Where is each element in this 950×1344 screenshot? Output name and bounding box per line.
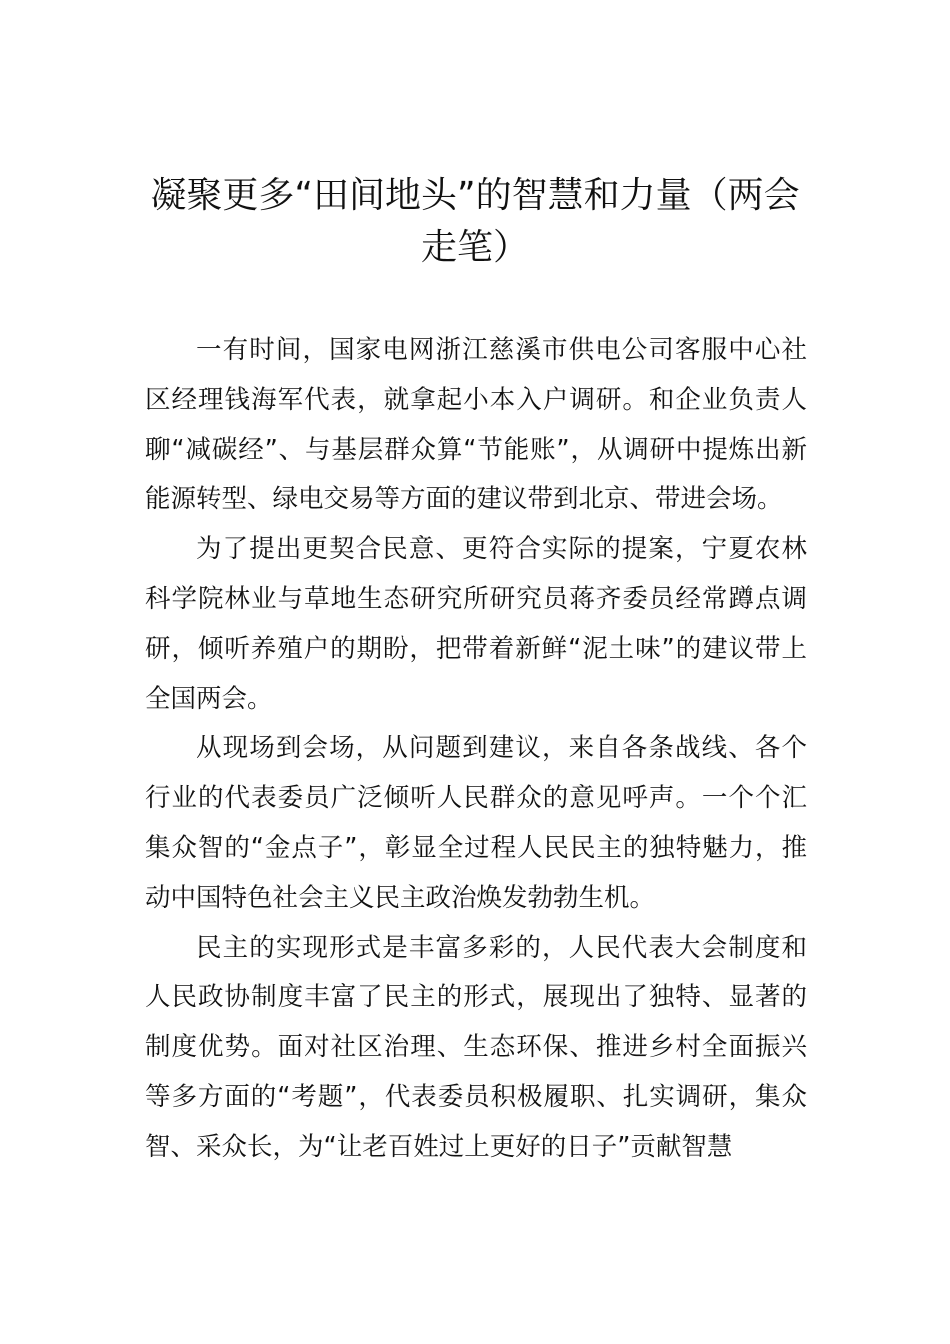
paragraph: 民主的实现形式是丰富多彩的，人民代表大会制度和人民政协制度丰富了民主的形式，展现出了独特、显著的制度优势。面对社区治理、生态环保、推进乡村全面振兴等多方面的“考题”，代表委员积极履职、扎实调研，集众智、采众长，为“让老百姓过上更好的日子”贡献智慧 — [145, 932, 807, 1162]
paragraph: 为了提出更契合民意、更符合实际的提案，宁夏农林科学院林业与草地生态研究所研究员蒋齐委员经常蹲点调研，倾听养殖户的期盼，把带着新鲜“泥土味”的建议带上全国两会。 — [145, 534, 807, 714]
paragraph: 一有时间，国家电网浙江慈溪市供电公司客服中心社区经理钱海军代表，就拿起小本入户调研。和企业负责人聊“减碳经”、与基层群众算“节能账”，从调研中提炼出新能源转型、绿电交易等方面的建议带到北京、带进会场。 — [145, 335, 807, 515]
paragraph: 从现场到会场，从问题到建议，来自各条战线、各个行业的代表委员广泛倾听人民群众的意见呼声。一个个汇集众智的“金点子”，彰显全过程人民民主的独特魅力，推动中国特色社会主义民主政治焕发勃勃生机。 — [145, 733, 807, 913]
article-title: 凝聚更多“田间地头”的智慧和力量（两会走笔） — [150, 175, 800, 268]
article-body — [145, 326, 807, 1173]
